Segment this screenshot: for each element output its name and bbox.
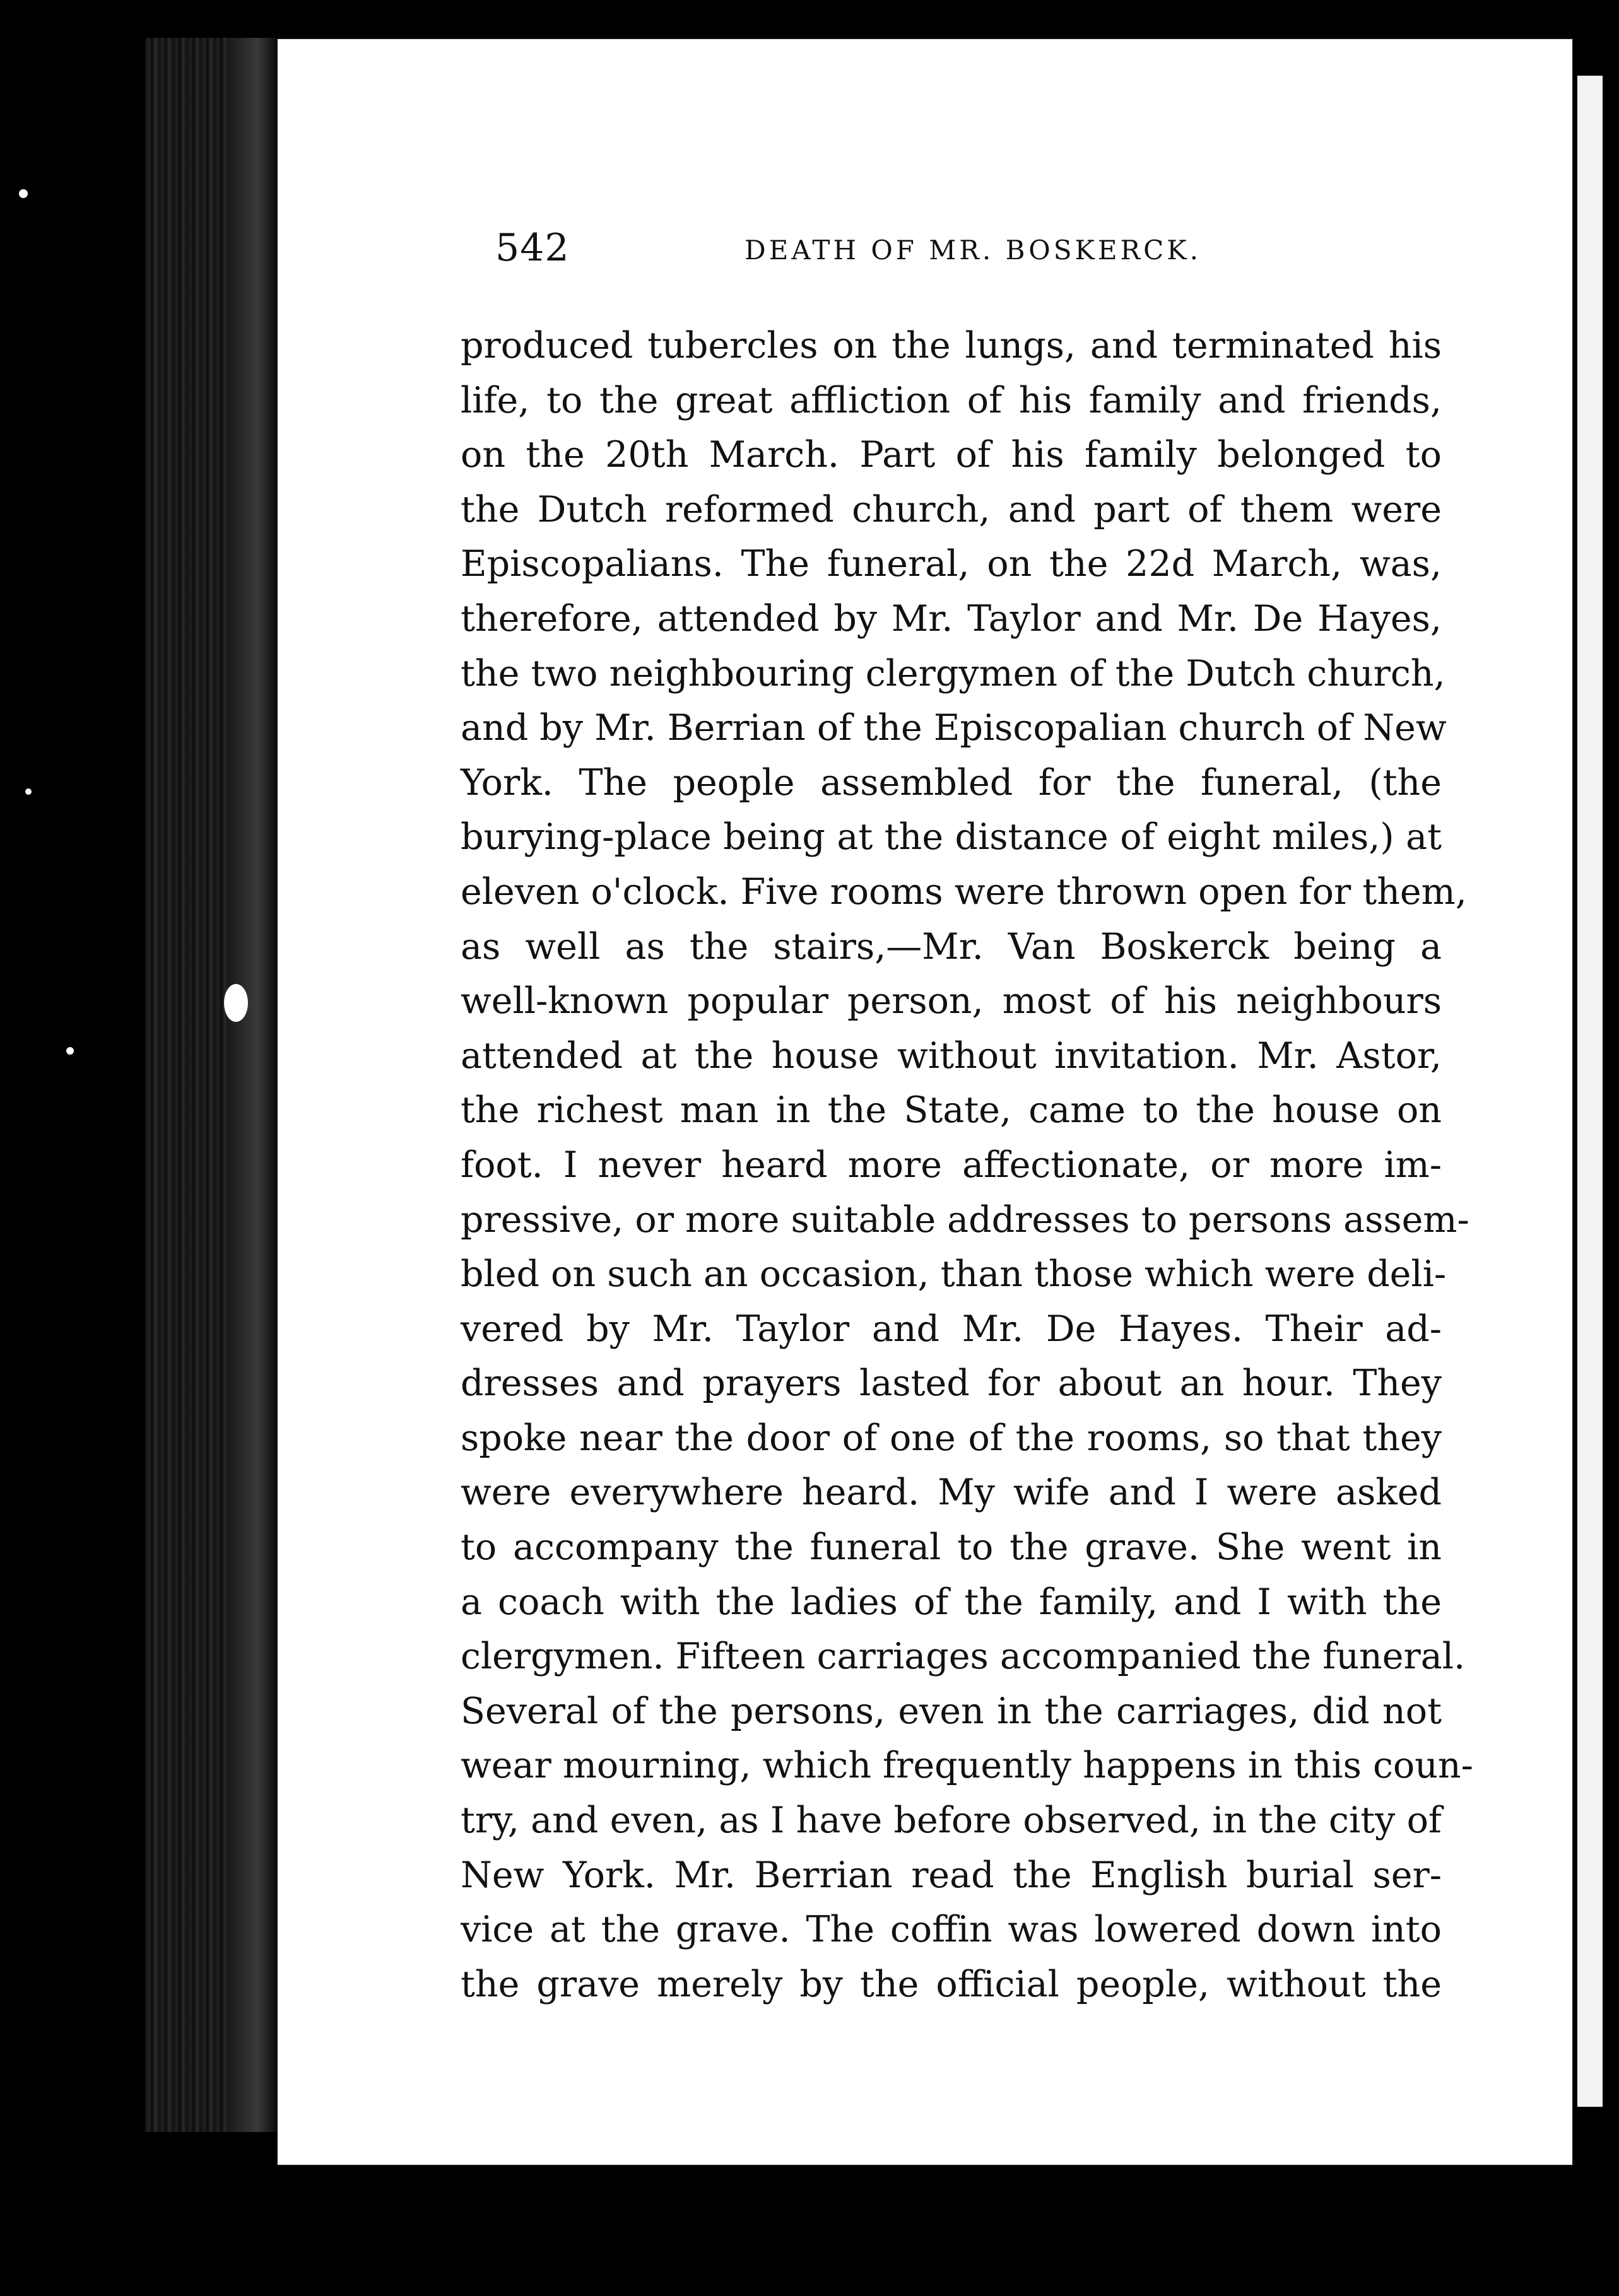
- text-line: attended at the house without invitation. Mr. Astor,: [461, 1034, 1442, 1077]
- text-line: the richest man in the State, came to the house on: [461, 1089, 1442, 1132]
- text-line: and by Mr. Berrian of the Episcopalian church of New: [461, 707, 1447, 749]
- text-line: were everywhere heard. My wife and I were asked: [461, 1472, 1442, 1514]
- text-line: therefore, attended by Mr. Taylor and Mr. De Hayes,: [461, 597, 1442, 640]
- body-text: [461, 319, 1473, 2012]
- scan-speck: [224, 984, 248, 1022]
- text-line: bled on such an occasion, than those which were deli-: [461, 1253, 1447, 1296]
- text-line: a coach with the ladies of the family, and I with the: [461, 1581, 1442, 1623]
- scan-speck: [66, 1047, 74, 1055]
- text-line: life, to the great affliction of his family and friends,: [461, 379, 1442, 421]
- text-line: Several of the persons, even in the carriages, did not: [461, 1690, 1442, 1732]
- text-line: the Dutch reformed church, and part of them were: [461, 488, 1442, 530]
- text-line: dresses and prayers lasted for about an hour. They: [461, 1362, 1442, 1405]
- text-line: New York. Mr. Berrian read the English burial ser-: [461, 1854, 1442, 1896]
- text-line: pressive, or more suitable addresses to persons assem-: [461, 1198, 1469, 1241]
- text-line: spoke near the door of one of the rooms, so that they: [461, 1417, 1442, 1459]
- text-line: vice at the grave. The coffin was lowered down into: [461, 1909, 1442, 1951]
- text-line: Episcopalians. The funeral, on the 22d March, was,: [461, 543, 1442, 585]
- scan-speck: [19, 189, 28, 198]
- text-line: as well as the stairs,—Mr. Van Boskerck being a: [461, 925, 1442, 968]
- text-line: well-known popular person, most of his neighbours: [461, 980, 1442, 1022]
- text-line: eleven o'clock. Five rooms were thrown open for them,: [461, 870, 1467, 913]
- text-line: the two neighbouring clergymen of the Dutch church,: [461, 652, 1445, 694]
- text-line: vered by Mr. Taylor and Mr. De Hayes. Their ad-: [461, 1308, 1442, 1350]
- book-spine-edge: [227, 38, 278, 2132]
- text-line: clergymen. Fifteen carriages accompanied the funeral.: [461, 1636, 1466, 1678]
- text-line: burying-place being at the distance of eight miles,) at: [461, 816, 1442, 858]
- text-line: York. The people assembled for the funeral, (the: [461, 761, 1442, 804]
- text-line: wear mourning, which frequently happens in this coun-: [461, 1745, 1473, 1787]
- text-line: the grave merely by the official people, without the: [461, 1963, 1442, 2005]
- text-line: foot. I never heard more affectionate, or more im-: [461, 1144, 1442, 1186]
- text-line: try, and even, as I have before observed, in the city of: [461, 1800, 1442, 1842]
- text-line: produced tubercles on the lungs, and terminated his: [461, 325, 1442, 366]
- page-header: [495, 226, 1416, 295]
- running-head: DEATH OF MR. BOSKERCK.: [745, 235, 1201, 266]
- facing-page-edge: [1577, 76, 1603, 2107]
- text-line: on the 20th March. Part of his family belonged to: [461, 434, 1442, 476]
- scan-speck: [25, 788, 32, 795]
- page-number: 542: [495, 226, 570, 270]
- text-line: to accompany the funeral to the grave. She went in: [461, 1526, 1442, 1569]
